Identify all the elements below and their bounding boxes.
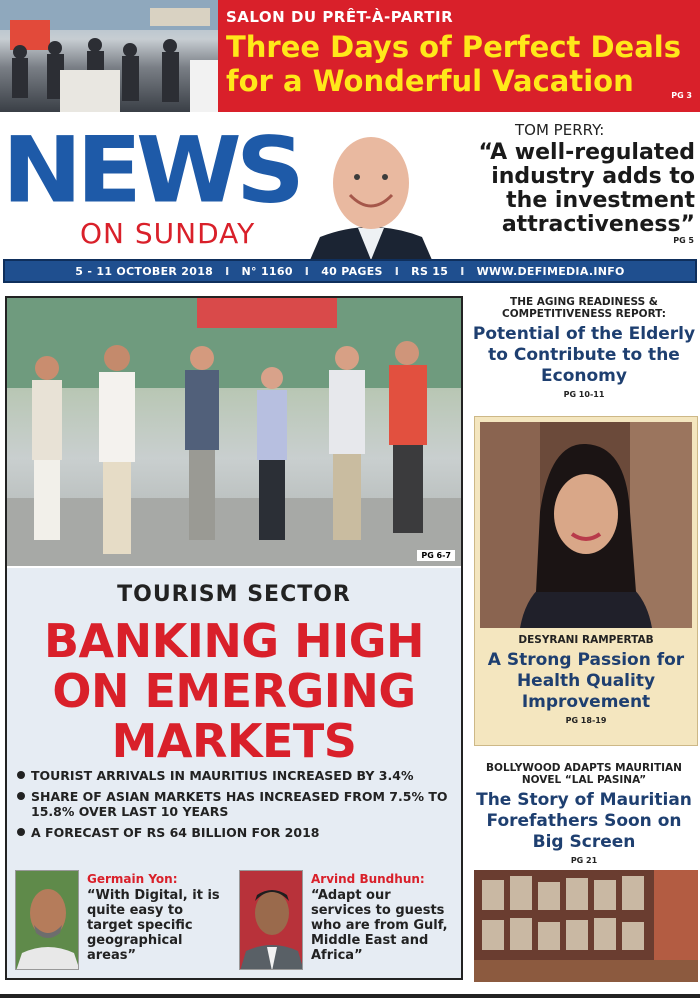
separator: I	[304, 264, 310, 278]
quote-attribution: TOM PERRY:	[515, 121, 605, 139]
article-page-ref: PG 21	[570, 856, 598, 865]
quote-name: Germain Yon:	[87, 872, 178, 886]
article-kicker: THE AGING READINESS & COMPETITIVENESS REPORT:	[502, 296, 666, 320]
lead-headline-line: MARKETS	[111, 714, 357, 768]
lead-headline[interactable]	[7, 616, 461, 766]
quote-text: “With Digital, it is quite easy to target specific geographical areas”	[87, 888, 220, 963]
lead-headline-line: BANKING HIGH	[43, 614, 425, 668]
quote-name: Arvind Bundhun:	[311, 872, 425, 886]
banner-kicker: SALON DU PRÊT-À-PARTIR	[226, 8, 454, 26]
top-banner[interactable]	[0, 0, 700, 112]
page-count: 40 PAGES	[321, 264, 383, 278]
masthead	[0, 115, 700, 260]
bullet-item: TOURIST ARRIVALS IN MAURITIUS INCREASED BY 3.4%	[17, 768, 457, 783]
logo-news[interactable]: NEWS	[2, 116, 299, 224]
article-aging-report[interactable]	[470, 296, 698, 399]
footer-rule	[0, 994, 700, 998]
website-link[interactable]: WWW.DEFIMEDIA.INFO	[476, 264, 625, 278]
article-lal-pasina[interactable]	[470, 762, 698, 865]
issue-info-bar	[3, 259, 697, 283]
lead-body	[7, 568, 461, 978]
separator: I	[460, 264, 465, 278]
quote-line: industry adds to	[491, 164, 695, 189]
article-page-ref: PG 18-19	[565, 716, 607, 725]
article-kicker: DESYRANI RAMPERTAB	[518, 634, 654, 646]
bullet-item: SHARE OF ASIAN MARKETS HAS INCREASED FROM 7.5% TO 15.8% OVER LAST 10 YEARS	[17, 789, 457, 819]
article-headline: The Story of Mauritian Forefathers Soon on Big Screen	[476, 790, 692, 852]
arvind-bundhun-photo	[239, 870, 303, 970]
desyrani-portrait	[480, 422, 692, 628]
lead-story[interactable]	[5, 296, 463, 980]
article-headline: A Strong Passion for Health Quality Improvement	[487, 650, 685, 712]
quote-line: attractiveness”	[501, 212, 695, 237]
banner-headline-line: for a Wonderful Vacation	[226, 64, 634, 98]
tourists-photo	[7, 298, 461, 566]
article-kicker: BOLLYWOOD ADAPTS MAURITIAN NOVEL “LAL PASINA”	[486, 762, 682, 786]
banner-headline-line: Three Days of Perfect Deals	[226, 30, 681, 64]
article-text	[474, 634, 698, 725]
article-headline: Potential of the Elderly to Contribute to the Economy	[472, 324, 696, 386]
tom-perry-portrait	[310, 125, 432, 260]
separator: I	[394, 264, 400, 278]
banner-red-panel[interactable]	[218, 0, 700, 112]
lead-photo-page-ref: PG 6-7	[417, 550, 455, 561]
banner-page-ref: PG 3	[671, 91, 692, 100]
banner-photo	[0, 0, 218, 112]
perry-quote[interactable]	[420, 141, 695, 237]
germain-yon-photo	[15, 870, 79, 970]
sidebar-column	[470, 296, 698, 986]
article-page-ref: PG 10-11	[563, 390, 605, 399]
lal-pasina-photo	[474, 870, 698, 982]
issue-dates: 5 - 11 OCTOBER 2018	[75, 264, 214, 278]
lead-kicker: TOURISM SECTOR	[117, 582, 351, 607]
logo-subtitle: ON SUNDAY	[80, 217, 256, 250]
quote-card-germain-yon[interactable]	[15, 870, 225, 972]
quote-line: “A well-regulated	[478, 140, 695, 165]
quote-card-arvind-bundhun[interactable]	[239, 870, 449, 972]
lead-headline-line: ON EMERGING	[52, 664, 416, 718]
banner-headline[interactable]	[226, 30, 696, 98]
separator: I	[225, 264, 230, 278]
quote-text: “Adapt our services to guests who are from Gulf, Middle East and Africa”	[311, 888, 448, 963]
issue-number: N° 1160	[241, 264, 293, 278]
bullet-item: A FORECAST OF RS 64 BILLION FOR 2018	[17, 825, 457, 840]
price: RS 15	[411, 264, 449, 278]
quote-line: the investment	[506, 188, 695, 213]
lead-bullet-list	[17, 768, 457, 846]
perry-page-ref: PG 5	[673, 236, 694, 245]
